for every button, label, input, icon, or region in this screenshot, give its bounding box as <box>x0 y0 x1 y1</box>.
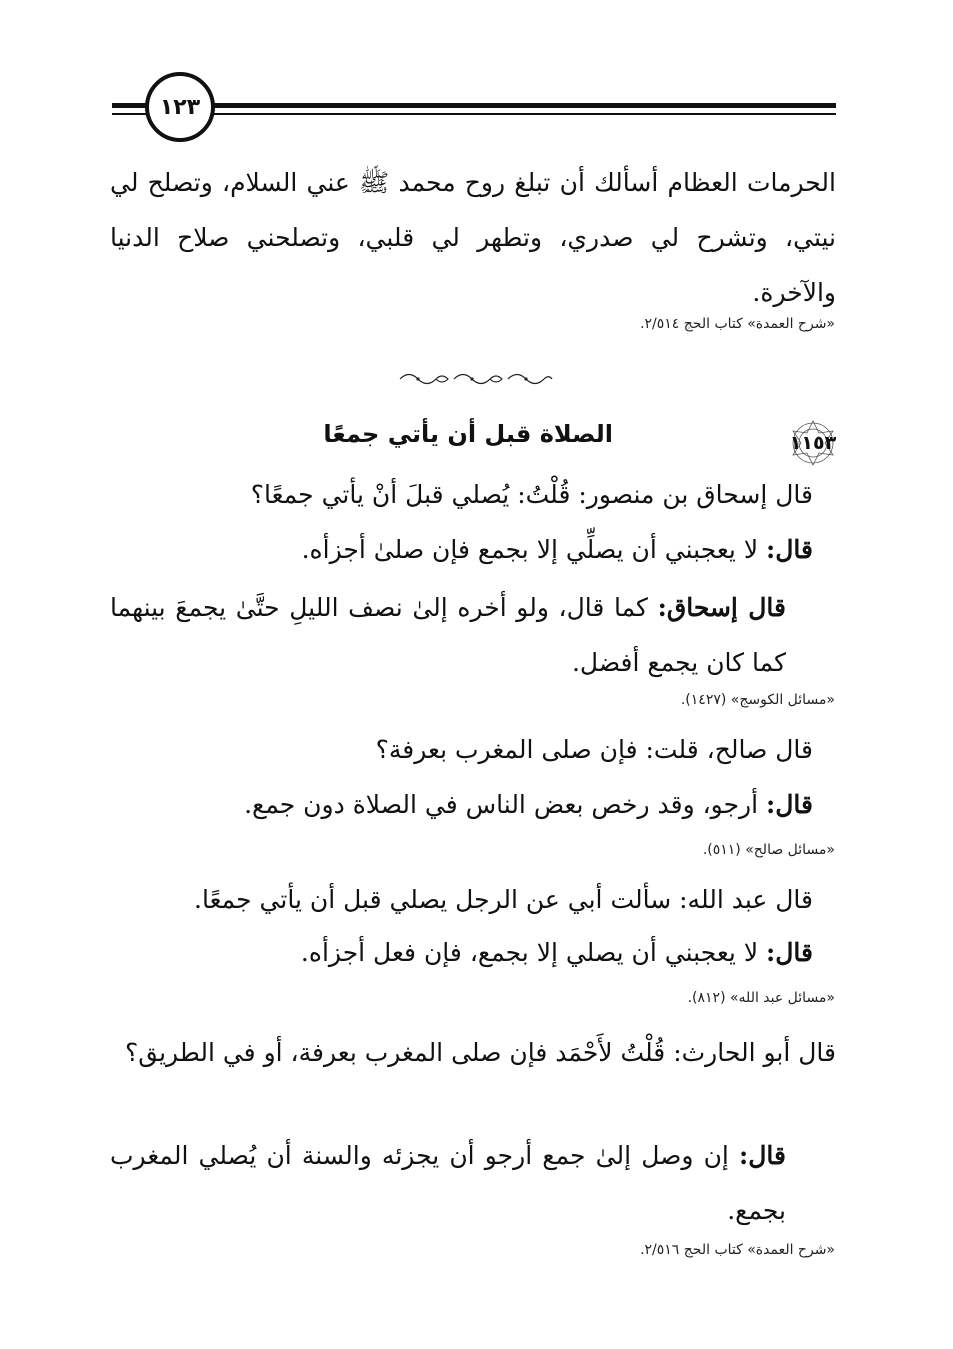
page-number: ١٢٣ <box>159 94 201 120</box>
block3-answer <box>301 938 813 967</box>
block1-answer <box>302 535 813 564</box>
header-rule-thin <box>112 113 836 115</box>
block2-answer <box>244 790 813 819</box>
ishaq-label: قال إسحاق: <box>657 593 786 622</box>
block3-source: «مسائل عبد الله» (٨١٢). <box>687 990 835 1006</box>
block1-question: قال إسحاق بن منصور: قُلْتُ: يُصلي قبلَ أنْ يأتي جمعًا؟ <box>250 480 813 509</box>
ornament-divider-icon <box>396 372 556 386</box>
page-number-circle <box>145 72 215 142</box>
answer-text: أرجو، وقد رخص بعض الناس في الصلاة دون جمع. <box>244 790 759 819</box>
answer-label: قال: <box>739 1141 786 1170</box>
answer-label: قال: <box>766 938 813 967</box>
answer-label: قال: <box>766 790 813 819</box>
answer-text: لا يعجبني أن يصلِّي إلا بجمع فإن صلىٰ أجزأه. <box>301 535 759 564</box>
section-title: الصلاة قبل أن يأتي جمعًا <box>323 420 613 448</box>
section-number-badge <box>783 418 843 468</box>
block3-question: قال عبد الله: سألت أبي عن الرجل يصلي قبل أن يأتي جمعًا. <box>194 885 813 914</box>
ishaq-text: كما قال، ولو أخره إلىٰ نصف الليلِ حتَّىٰ يجمعَ بينهما كما كان يجمع أفضل. <box>110 593 786 677</box>
block4-source: «شرح العمدة» كتاب الحج ٢/٥١٦. <box>640 1242 835 1258</box>
block4-question: قال أبو الحارث: قُلْتُ لأَحْمَد فإن صلى المغرب بعرفة، أو في الطريق؟ <box>124 1038 836 1067</box>
block4-answer <box>110 1128 786 1238</box>
header-rule-thick <box>112 103 836 108</box>
answer-label: قال: <box>766 535 813 564</box>
block2-source: «مسائل صالح» (٥١١). <box>702 842 835 858</box>
intro-source: «شرح العمدة» كتاب الحج ٢/٥١٤. <box>640 316 835 332</box>
block2-question: قال صالح، قلت: فإن صلى المغرب بعرفة؟ <box>375 735 813 764</box>
intro-paragraph: الحرمات العظام أسألك أن تبلغ روح محمد ﷺ عني السلام، وتصلح لي نيتي، وتشرح لي صدري، وتطهر لي قلبي، وتصلحني صلاح الدنيا والآخرة. <box>110 168 836 307</box>
section-number: ١١٥٣ <box>789 432 837 454</box>
answer-text: إن وصل إلىٰ جمع أرجو أن يجزئه والسنة أن يُصلي المغرب بجمع. <box>110 1141 786 1225</box>
answer-text: لا يعجبني أن يصلي إلا بجمع، فإن فعل أجزأه. <box>300 938 759 967</box>
block1-ishaq-paragraph <box>110 580 786 690</box>
block1-source: «مسائل الكوسج» (١٤٢٧). <box>680 692 835 708</box>
